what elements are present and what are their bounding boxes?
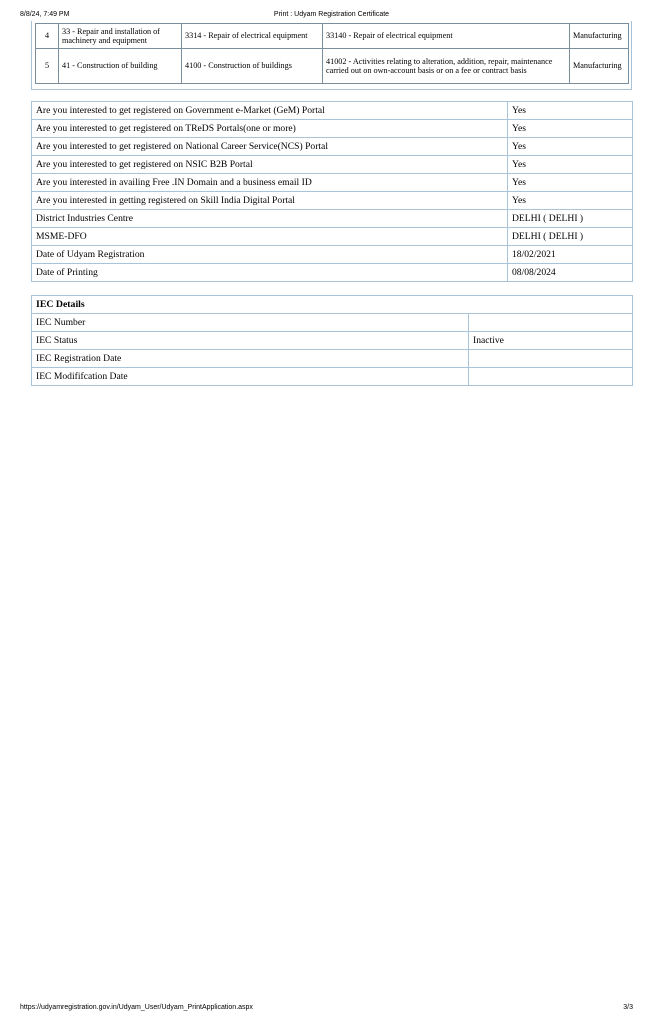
row-label: IEC Modififcation Date <box>32 368 469 386</box>
row-value <box>469 368 633 386</box>
nic2-cell: 33 - Repair and installation of machinery and equipment <box>59 24 182 49</box>
iec-heading: IEC Details <box>32 296 633 314</box>
row-value: Yes <box>508 192 633 210</box>
nic2-cell: 41 - Construction of building <box>59 49 182 84</box>
row-value <box>469 350 633 368</box>
row-value: Yes <box>508 120 633 138</box>
table-row <box>32 314 633 332</box>
print-footer <box>20 1004 643 1016</box>
sno-cell: 5 <box>36 49 59 84</box>
table-row <box>32 210 633 228</box>
table-header-row <box>32 296 633 314</box>
table-row <box>32 156 633 174</box>
table-row <box>32 350 633 368</box>
table-row <box>32 332 633 350</box>
nic5-cell: 33140 - Repair of electrical equipment <box>323 24 570 49</box>
table-row <box>32 138 633 156</box>
row-value: DELHI ( DELHI ) <box>508 210 633 228</box>
row-value: Yes <box>508 174 633 192</box>
row-label: District Industries Centre <box>32 210 508 228</box>
row-label: Are you interested to get registered on National Career Service(NCS) Portal <box>32 138 508 156</box>
print-datetime: 8/8/24, 7:49 PM <box>20 11 70 18</box>
row-label: IEC Status <box>32 332 469 350</box>
row-value: 08/08/2024 <box>508 264 633 282</box>
table-row <box>32 174 633 192</box>
print-title: Print : Udyam Registration Certificate <box>273 11 390 18</box>
sno-cell: 4 <box>36 24 59 49</box>
row-label: IEC Registration Date <box>32 350 469 368</box>
table-row <box>32 246 633 264</box>
row-value <box>469 314 633 332</box>
activity-cell: Manufacturing <box>570 24 629 49</box>
page-number: 3/3 <box>623 1004 633 1011</box>
table-row <box>32 228 633 246</box>
table-row <box>36 24 629 49</box>
row-label: Are you interested to get registered on TReDS Portals(one or more) <box>32 120 508 138</box>
row-value: Yes <box>508 102 633 120</box>
table-row <box>32 192 633 210</box>
row-value: Yes <box>508 156 633 174</box>
row-label: Date of Printing <box>32 264 508 282</box>
nic4-cell: 4100 - Construction of buildings <box>182 49 323 84</box>
row-label: Are you interested to get registered on NSIC B2B Portal <box>32 156 508 174</box>
row-label: Are you interested in availing Free .IN Domain and a business email ID <box>32 174 508 192</box>
row-label: Are you interested in getting registered on Skill India Digital Portal <box>32 192 508 210</box>
table-row <box>32 120 633 138</box>
row-label: Date of Udyam Registration <box>32 246 508 264</box>
table-row <box>32 264 633 282</box>
table-row <box>36 49 629 84</box>
row-value: Yes <box>508 138 633 156</box>
table-row <box>32 102 633 120</box>
nic-code-table <box>35 23 629 84</box>
portal-interest-table <box>31 101 633 282</box>
row-value: 18/02/2021 <box>508 246 633 264</box>
row-label: Are you interested to get registered on Government e-Market (GeM) Portal <box>32 102 508 120</box>
row-value: Inactive <box>469 332 633 350</box>
iec-details-table <box>31 295 633 386</box>
row-label: IEC Number <box>32 314 469 332</box>
nic4-cell: 3314 - Repair of electrical equipment <box>182 24 323 49</box>
row-label: MSME-DFO <box>32 228 508 246</box>
page-url: https://udyamregistration.gov.in/Udyam_User/Udyam_PrintApplication.aspx <box>20 1004 253 1011</box>
table-row <box>32 368 633 386</box>
activity-cell: Manufacturing <box>570 49 629 84</box>
nic5-cell: 41002 - Activities relating to alteration, addition, repair, maintenance carried out on own-account basis or on a fee or contract basis <box>323 49 570 84</box>
row-value: DELHI ( DELHI ) <box>508 228 633 246</box>
